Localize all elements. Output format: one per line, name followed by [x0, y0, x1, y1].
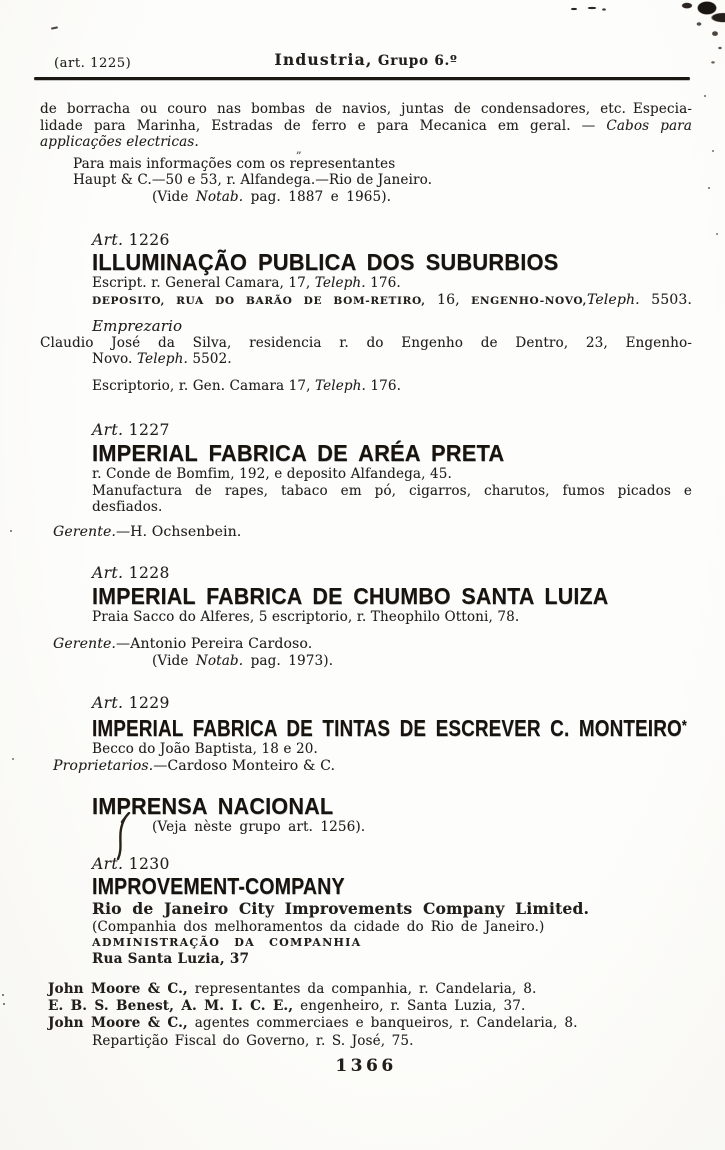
running-header: [40, 52, 692, 74]
article-1226-owner-line-2: Novo. Teleph. 5502.: [92, 351, 232, 367]
representative-name: John Moore & C.,: [48, 981, 188, 997]
representative-line: John Moore & C., agentes commerciaes e banqueiros, r. Candelaria, 8.: [48, 1015, 578, 1032]
article-1230-translation: (Companhia dos melhoramentos da cidade do Rio de Janeiro.): [92, 918, 545, 935]
article-1228: [40, 564, 692, 670]
scan-edge-specks: [704, 95, 706, 97]
intro-line-1: de borracha ou couro nas bombas de navios, juntas de condensadores, etc. Especia-: [40, 101, 692, 117]
article-1230-fiscal-line: Repartição Fiscal do Governo, r. S. José, 75.: [92, 1032, 414, 1049]
article-1226-office-line: Escript. r. General Camara, 17, Teleph. 176.: [92, 275, 401, 291]
header-title-main: Industria,: [274, 50, 373, 69]
intro-line-3: applicações electricas.: [40, 134, 199, 150]
heading-asterisk: *: [681, 716, 687, 734]
article-1230-subtitle: Rio de Janeiro City Improvements Company Limited.: [92, 898, 590, 918]
article-1228-manager-line: Gerente.—Antonio Pereira Cardoso.: [53, 636, 313, 652]
article-1230-label: Art. 1230: [92, 854, 170, 873]
imprensa-note: (Veja nèste grupo art. 1256).: [152, 819, 366, 835]
article-1229: [40, 694, 692, 776]
article-1227-label: Art. 1227: [92, 421, 170, 439]
intro-info-line: Para mais informações com os representantes: [73, 155, 396, 172]
article-1226-owner-line-1: Claudio José da Silva, residencia r. do Engenho de Dentro, 23, Engenho-: [40, 334, 692, 351]
representative-name: E. B. S. Benest, A. M. I. C. E.,: [48, 998, 294, 1015]
imprensa-nacional-entry: [40, 794, 692, 836]
representative-name: John Moore & C.,: [48, 1015, 188, 1032]
article-1228-label: Art. 1228: [92, 563, 170, 582]
article-1226: [40, 231, 692, 394]
article-1230: [40, 855, 692, 1050]
article-1230-street: Rua Santa Luzia, 37: [92, 951, 250, 967]
article-1229-address: Becco do João Baptista, 18 e 20.: [92, 740, 318, 757]
page-content: [40, 52, 692, 1074]
scan-scribble-top: [568, 4, 608, 14]
header-title-group: Grupo 6.º: [372, 53, 458, 69]
article-1229-heading: IMPERIAL FABRICA DE TINTAS DE ESCREVER C. MONTEIRO*: [92, 714, 687, 741]
article-1226-office-line-2: Escriptorio, r. Gen. Camara 17, Teleph. 176.: [92, 377, 402, 394]
article-1228-address: Praia Sacco do Alferes, 5 escriptorio, r. Theophilo Ottoni, 78.: [92, 608, 520, 625]
scan-tick-top-left: [51, 26, 58, 29]
stray-ink-mark: „: [296, 143, 302, 156]
intro-paragraph: [40, 101, 692, 151]
page-number: 1366: [335, 1055, 397, 1076]
intro-line-2: lidade para Marinha, Estradas de ferro e para Mecanica em geral. — Cabos para: [40, 117, 692, 134]
article-1227-description-line-2: desfiados.: [92, 499, 163, 515]
header-rule: [34, 77, 690, 80]
header-title: [40, 52, 692, 71]
article-1228-vide-line: (Vide Notab. pag. 1973).: [152, 653, 334, 669]
article-1227-heading: IMPERIAL FABRICA DE ARÉA PRETA: [92, 440, 505, 466]
intro-agent-line: Haupt & C.—50 e 53, r. Alfandega.—Rio de Janeiro.: [73, 172, 433, 188]
article-1226-deposit-line: DEPOSITO, RUA DO BARÃO DE BOM-RETIRO, 16, ENGENHO-NOVO,Teleph. 5503.: [92, 291, 692, 308]
header-article-ref: (art. 1225): [54, 56, 132, 71]
article-1227-description-line-1: Manufactura de rapes, tabaco em pó, cigarros, charutos, fumos picados e: [92, 482, 692, 499]
article-1230-heading: IMPROVEMENT-COMPANY: [92, 872, 345, 899]
intro-vide-line: (Vide Notab. pag. 1887 e 1965).: [152, 188, 392, 205]
article-1227: [40, 421, 692, 541]
article-1228-heading: IMPERIAL FABRICA DE CHUMBO SANTA LUIZA: [92, 582, 609, 609]
scan-left-specks: [2, 994, 4, 996]
article-1227-address: r. Conde de Bomfim, 192, e deposito Alfandega, 45.: [92, 466, 452, 482]
article-1226-role-label: Emprezario: [92, 316, 183, 335]
representative-line: E. B. S. Benest, A. M. I. C. E., engenheiro, r. Santa Luzia, 37.: [48, 998, 526, 1015]
article-1229-label: Art. 1229: [92, 693, 170, 712]
article-1226-heading: ILLUMINAÇÃO PUBLICA DOS SUBURBIOS: [92, 249, 559, 275]
imprensa-heading: IMPRENSA NACIONAL: [92, 793, 334, 819]
article-1229-proprietors-line: Proprietarios.—Cardoso Monteiro & C.: [53, 758, 336, 774]
article-1227-manager-line: Gerente.—H. Ochsenbein.: [53, 523, 242, 540]
article-1230-admin-label: ADMINISTRAÇÃO DA COMPANHIA: [92, 936, 362, 949]
article-1226-label: Art. 1226: [92, 231, 170, 249]
representative-line: John Moore & C., representantes da companhia, r. Candelaria, 8.: [48, 981, 537, 997]
